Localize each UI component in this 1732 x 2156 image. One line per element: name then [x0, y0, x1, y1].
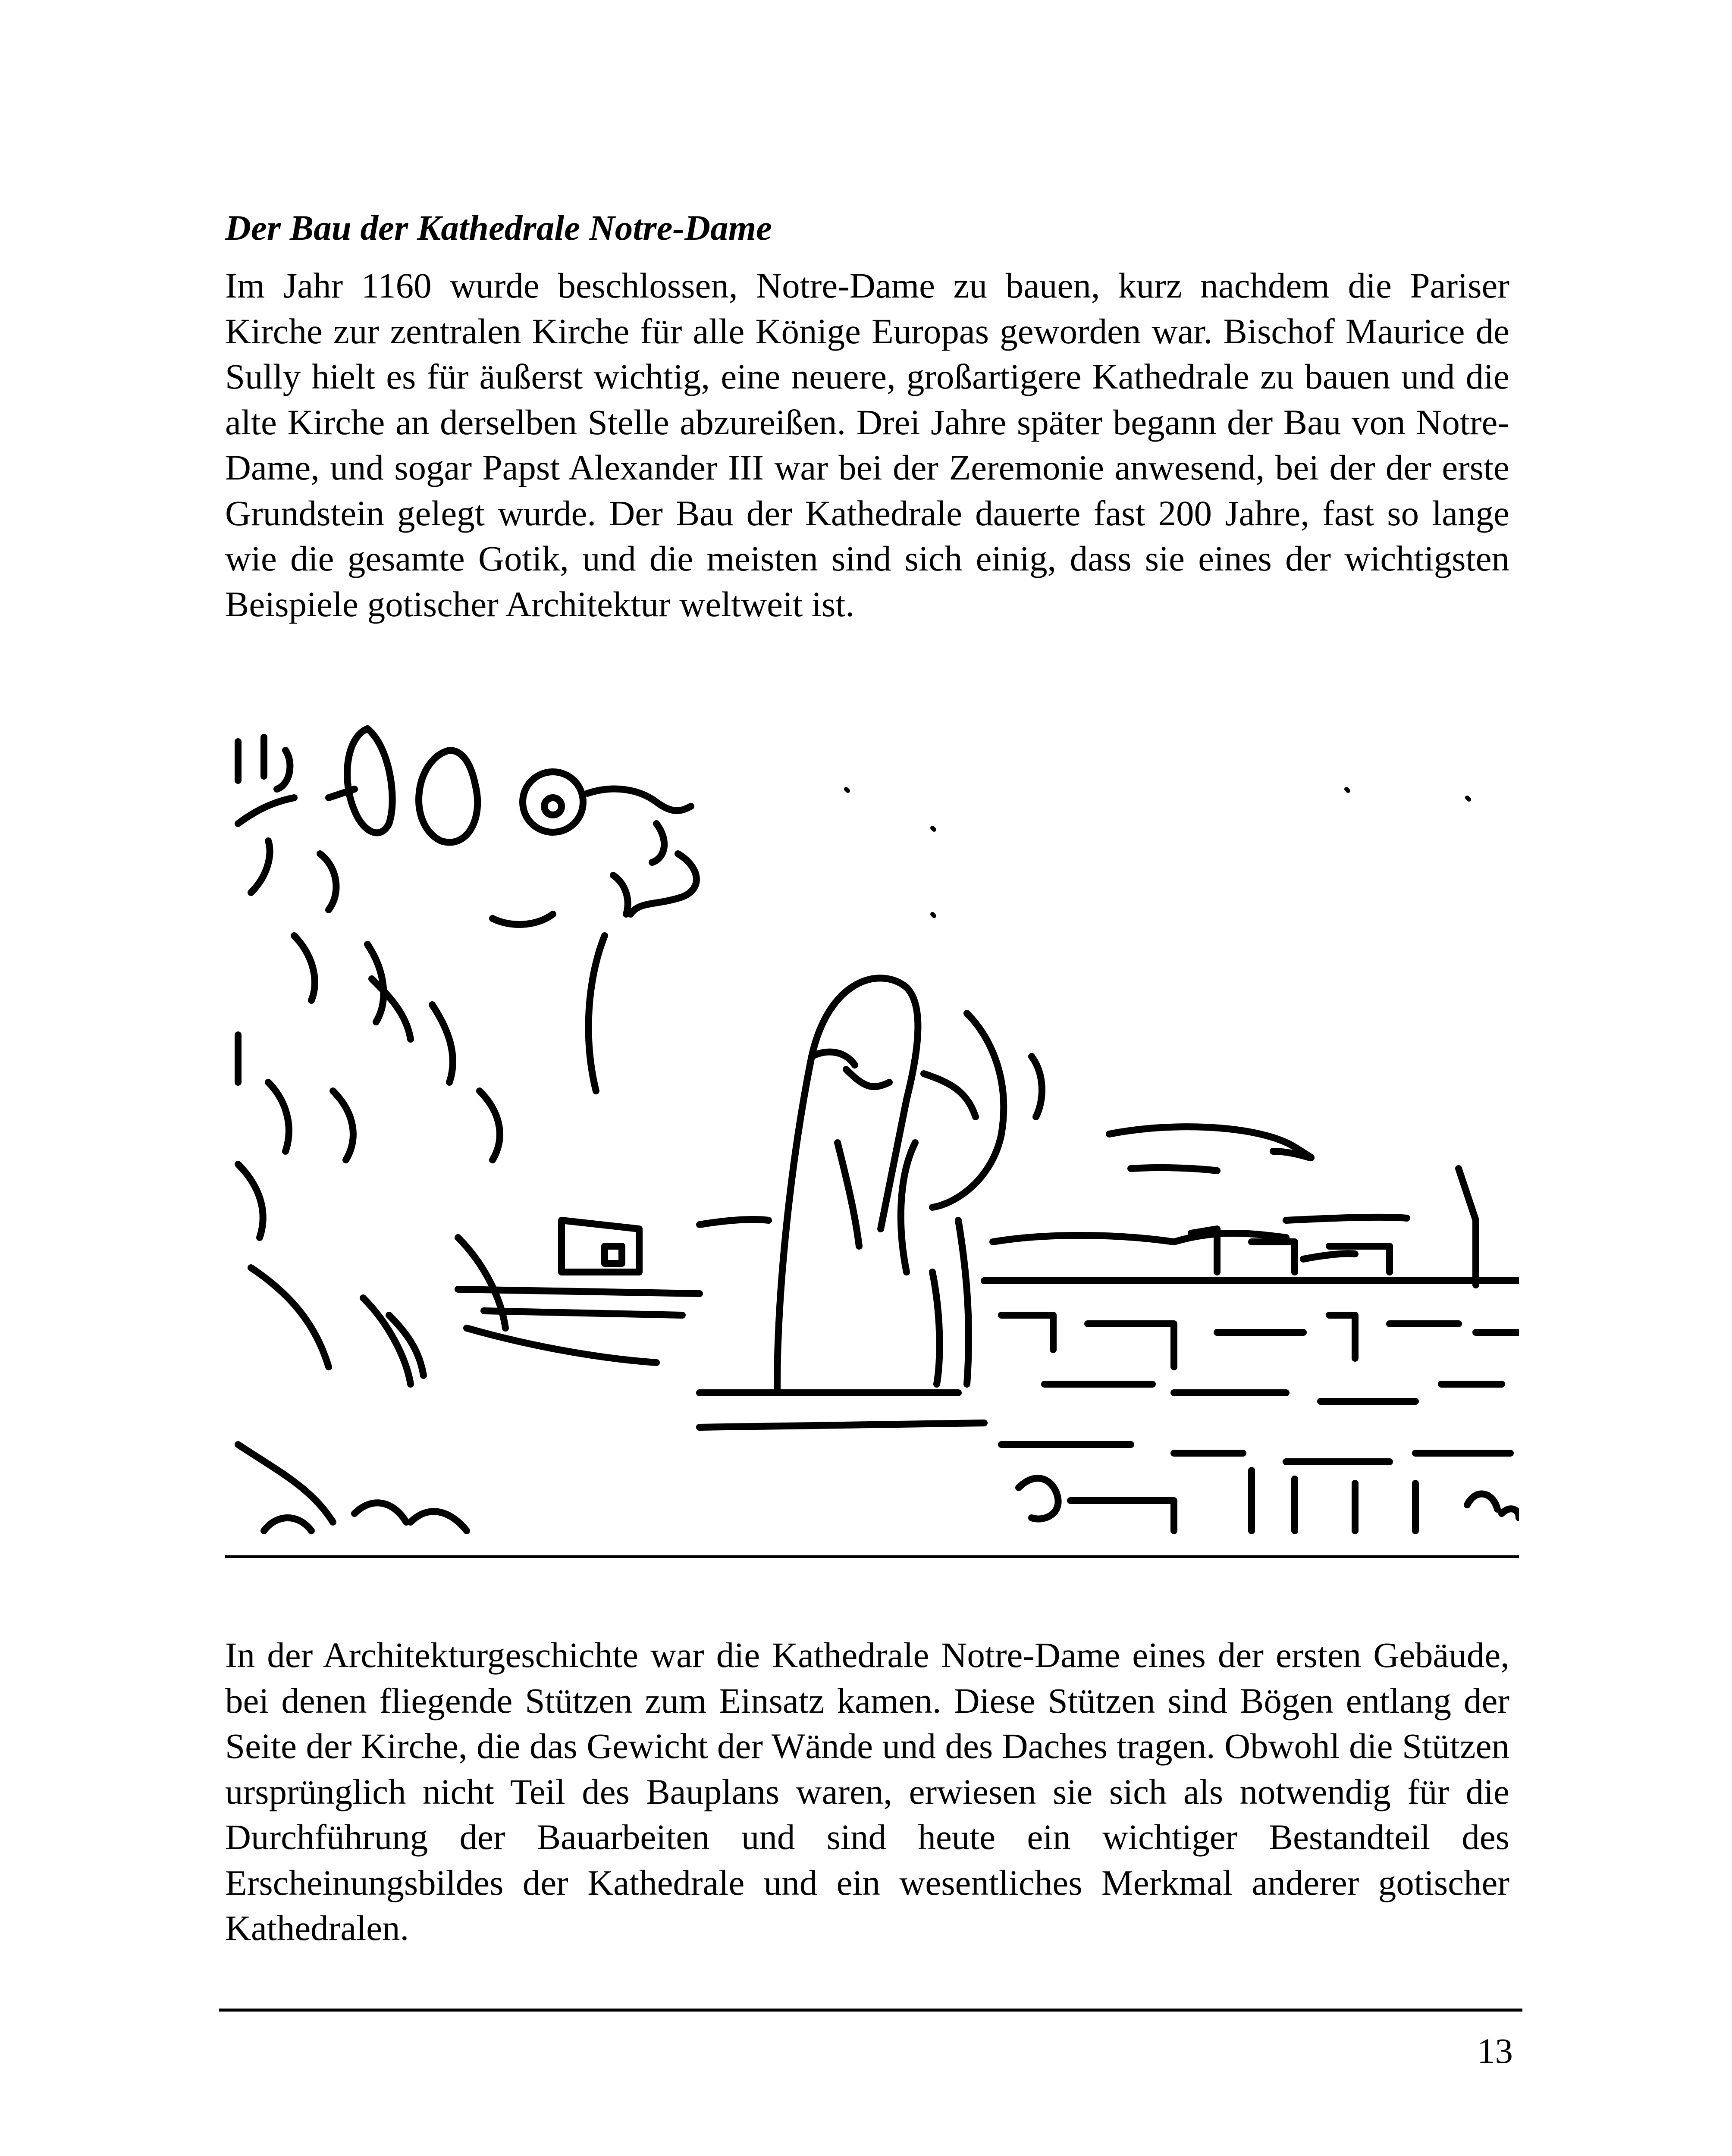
page-number: 13 [1477, 2031, 1513, 2071]
footer-rule [219, 2009, 1522, 2012]
gargoyle-head [347, 729, 697, 1091]
body-paragraph-1: Im Jahr 1160 wurde beschlossen, Notre-Dame zu bauen, kurz nachdem die Pariser Kirche zur zentralen Kirche für alle Könige Europas geworden war. Bischof Maurice de Sully hielt es für äußerst wichtig, eine neuere, großartigere Kathedrale zu bauen und die alte Kirche an derselben Stelle abzureißen. Drei Jahre später begann der Bau von Notre-Dame, und sogar Papst Alexander III war bei der Zeremonie anwesend, bei der der erste Grundstein gelegt wurde. Der Bau der Kathedrale dauerte fast 200 Jahre, fast so lange wie die gesamte Gotik, und die meisten sind sich einig, dass sie eines der wichtigsten Beispiele gotischer Architektur weltweit ist. [225, 266, 1509, 624]
section-heading: Der Bau der Kathedrale Notre-Dame [225, 208, 772, 248]
city-skyline [984, 1169, 1519, 1531]
body-paragraph-2: In der Architekturgeschichte war die Kathedrale Notre-Dame eines der ersten Gebäude, bei denen fliegende Stützen zum Einsatz kamen. Diese Stützen sind Bögen entlang der Seite der Kirche, die das Gewicht der Wände und des Daches tragen. Obwohl die Stützen ursprünglich nicht Teil des Bauplans waren, erwiesen sie sich als notwendig für die Durchführung der Bauarbeiten und sind heute ein wichtiger Bestandteil des Erscheinungsbildes der Kathedrale und ein wesentliches Merkmal anderer gotischer Kathedralen. [225, 1635, 1509, 1948]
gargoyle-body [238, 737, 505, 1531]
statue-figure [700, 978, 1042, 1427]
rooftops-left [458, 1220, 700, 1363]
gargoyle-illustration [225, 711, 1519, 1574]
sky-specks [846, 789, 1469, 916]
